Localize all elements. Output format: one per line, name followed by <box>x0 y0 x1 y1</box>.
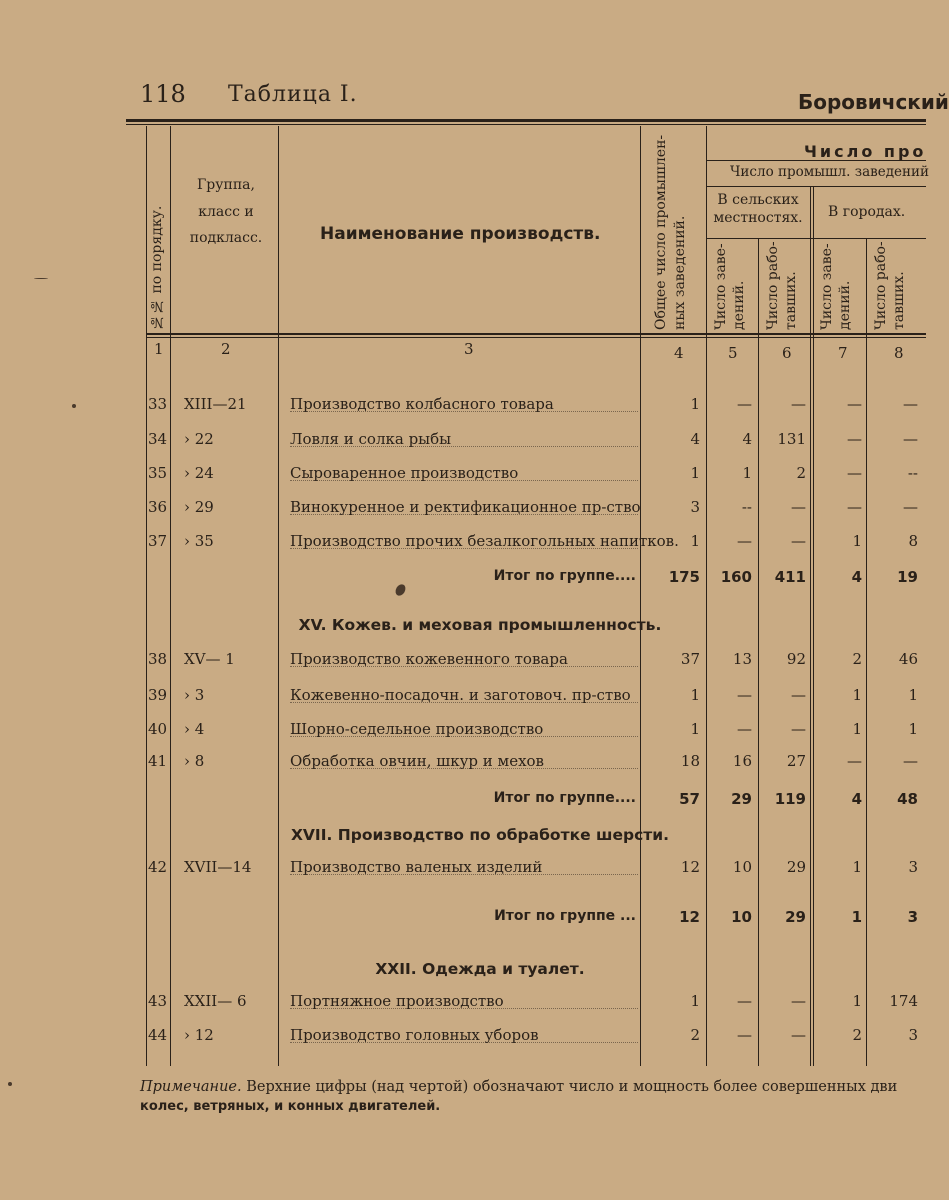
leader-dots <box>290 650 638 667</box>
row-name: Шорно-седельное производство <box>290 720 544 738</box>
group-total-label: Итог по группе.... <box>493 790 636 806</box>
cell-c6: 411 <box>774 568 806 586</box>
cell-c8: — <box>903 395 918 413</box>
leader-dots <box>290 686 638 703</box>
row-name: Производство головных уборов <box>290 1026 539 1044</box>
col-line <box>278 126 279 1066</box>
cell-c4: 1 <box>690 395 700 413</box>
cell-c5: — <box>737 720 752 738</box>
section-heading: XVII. Производство по обработке шерсти. <box>290 826 669 844</box>
row-name: Обработка овчин, шкур и мехов <box>290 752 545 770</box>
leader-dots <box>290 858 638 875</box>
cell-c7: 2 <box>852 1026 862 1044</box>
group-header-line: класс и <box>198 203 254 220</box>
cell-c6: — <box>791 532 806 550</box>
col7-header <box>818 244 854 330</box>
cell-c5: 29 <box>731 790 752 808</box>
cell-c7: — <box>847 752 862 770</box>
col6-header <box>764 241 800 330</box>
cell-c4: 1 <box>690 992 700 1010</box>
cell-c8: 48 <box>897 790 918 808</box>
urban-header: В городах. <box>828 204 906 220</box>
col-line <box>640 126 641 1066</box>
row-number: 40 <box>148 720 168 738</box>
row-group-code: › 4 <box>184 720 205 738</box>
top-rule <box>126 119 926 122</box>
col7-header-line: дений. <box>837 280 854 330</box>
table-title: Таблица I. <box>228 82 358 107</box>
section-heading: XV. Кожев. и меховая промышленность. <box>298 616 662 634</box>
cell-c6: — <box>791 720 806 738</box>
cell-c4: 18 <box>680 752 700 770</box>
cell-c4: 1 <box>690 464 700 482</box>
header-bottom-rule <box>146 333 926 335</box>
cell-c5: 160 <box>720 568 752 586</box>
cell-c4: 12 <box>680 858 700 876</box>
cell-c8: 8 <box>908 532 918 550</box>
cell-c6: — <box>791 686 806 704</box>
cell-c4: 3 <box>690 498 700 516</box>
paper-speck <box>8 1082 12 1086</box>
row-group-code: XV— 1 <box>184 650 235 668</box>
cell-c7: — <box>847 430 862 448</box>
cell-c5: — <box>737 992 752 1010</box>
col-line <box>170 126 171 1066</box>
cell-c8: 1 <box>908 720 918 738</box>
row-group-code: XXII— 6 <box>184 992 247 1010</box>
cell-c6: 2 <box>796 464 806 482</box>
col-total-header <box>652 134 690 330</box>
row-number: 33 <box>148 395 168 413</box>
col-number: 8 <box>894 344 904 362</box>
col-number: 2 <box>221 340 231 358</box>
paper-speck <box>72 404 76 408</box>
cell-c4: 12 <box>679 908 700 926</box>
cell-c6: 27 <box>786 752 806 770</box>
row-name: Производство валеных изделий <box>290 858 543 876</box>
row-group-code: › 3 <box>184 686 205 704</box>
col-line <box>706 126 707 1066</box>
cell-c8: 1 <box>908 686 918 704</box>
cell-c6: 29 <box>785 908 806 926</box>
cell-c6: 119 <box>774 790 806 808</box>
row-number: 43 <box>148 992 168 1010</box>
footnote-line-2: колес, ветряных, и конных двигателей. <box>140 1098 441 1114</box>
cell-c5: 4 <box>742 430 752 448</box>
cell-c8: — <box>903 498 918 516</box>
cell-c7: 4 <box>851 568 862 586</box>
cell-c5: 16 <box>732 752 752 770</box>
row-number: 34 <box>148 430 168 448</box>
cell-c7: 4 <box>851 790 862 808</box>
footnote-line-1 <box>140 1078 920 1098</box>
leader-dots <box>290 498 638 515</box>
leader-dots <box>290 720 638 737</box>
row-group-code: › 22 <box>184 430 214 448</box>
row-group-code: XVII—14 <box>184 858 252 876</box>
row-name: Ловля и солка рыбы <box>290 430 452 448</box>
cell-c5: — <box>737 1026 752 1044</box>
leader-dots <box>290 1026 638 1043</box>
col-line <box>866 238 867 1066</box>
cell-c8: 174 <box>889 992 918 1010</box>
row-number: 42 <box>148 858 168 876</box>
total-header-line: ных заведений. <box>671 215 688 330</box>
cell-c4: 4 <box>690 430 700 448</box>
row-name: Кожевенно-посадочн. и заготовоч. пр-ство <box>290 686 631 704</box>
col5-header-line: дений. <box>731 280 748 330</box>
row-group-code: XIII—21 <box>184 395 247 413</box>
cell-c5: 10 <box>731 908 752 926</box>
cell-c6: 131 <box>777 430 806 448</box>
cell-c8: — <box>903 430 918 448</box>
sub-group-header: Число промышл. заведений <box>730 164 930 180</box>
row-group-code: › 8 <box>184 752 205 770</box>
leader-dots <box>290 464 638 481</box>
top-rule-thin <box>126 124 926 125</box>
row-number: 44 <box>148 1026 168 1044</box>
cell-c4: 1 <box>690 720 700 738</box>
col-number: 6 <box>782 344 792 362</box>
rural-header-line: В сельских <box>717 192 799 208</box>
cell-c8: -- <box>907 464 918 482</box>
cell-c8: 3 <box>908 858 918 876</box>
row-number: 41 <box>148 752 168 770</box>
col-number: 3 <box>464 340 474 358</box>
cell-c8: 46 <box>898 650 918 668</box>
col-no-header: №№ по порядку. <box>149 205 165 330</box>
cell-c7: 1 <box>852 720 862 738</box>
cell-c5: 10 <box>732 858 752 876</box>
cell-c6: 29 <box>786 858 806 876</box>
group-total-label: Итог по группе ... <box>494 908 636 924</box>
col8-header-line: Число рабо- <box>873 241 889 330</box>
footnote-label: Примечание. <box>140 1079 242 1095</box>
cell-c7: 1 <box>852 992 862 1010</box>
leader-dots <box>290 395 638 412</box>
row-name: Производство кожевенного товара <box>290 650 568 668</box>
region-title: Боровичский <box>798 90 949 114</box>
footnote <box>140 1078 920 1115</box>
cell-c4: 1 <box>690 532 700 550</box>
row-number: 35 <box>148 464 168 482</box>
total-header-line: Общее число промышлен- <box>653 134 669 330</box>
col-group-header <box>178 172 274 252</box>
leader-dots <box>290 430 638 447</box>
row-number: 38 <box>148 650 168 668</box>
cell-c6: 92 <box>786 650 806 668</box>
cell-c6: — <box>791 1026 806 1044</box>
col-number: 7 <box>838 344 848 362</box>
cell-c5: -- <box>741 498 752 516</box>
cell-c7: — <box>847 464 862 482</box>
row-group-code: › 12 <box>184 1026 214 1044</box>
col7-header-line: Число заве- <box>819 243 835 330</box>
leader-dots <box>290 992 638 1009</box>
cell-c5: — <box>737 686 752 704</box>
row-number: 36 <box>148 498 168 516</box>
cell-c5: 1 <box>742 464 752 482</box>
cell-c7: 1 <box>851 908 862 926</box>
row-group-code: › 35 <box>184 532 214 550</box>
col-line <box>758 238 759 1066</box>
cell-c8: 3 <box>908 1026 918 1044</box>
cell-c6: — <box>791 992 806 1010</box>
header-bottom-rule-2 <box>146 337 926 338</box>
cell-c7: 2 <box>852 650 862 668</box>
row-group-code: › 29 <box>184 498 214 516</box>
cell-c8: — <box>903 752 918 770</box>
rural-header <box>710 191 806 227</box>
col6-header-line: тавших. <box>783 271 800 330</box>
top-group-header: Число про <box>804 142 927 161</box>
page-number: 118 <box>140 80 186 108</box>
cell-c6: — <box>791 498 806 516</box>
cell-c7: 1 <box>852 858 862 876</box>
cell-c5: — <box>737 395 752 413</box>
col-line <box>146 126 147 1066</box>
footnote-text: Верхние цифры (над чертой) обозначают число и мощность более совершенных дви <box>241 1079 898 1095</box>
leader-dots <box>290 752 638 769</box>
header-sub-rule-2 <box>706 186 926 187</box>
cell-c7: 1 <box>852 686 862 704</box>
row-number: 37 <box>148 532 168 550</box>
cell-c8: 3 <box>907 908 918 926</box>
row-name: Производство прочих безалкогольных напитков. <box>290 532 679 550</box>
col-number: 4 <box>674 344 684 362</box>
cell-c7: — <box>847 498 862 516</box>
header-sub-rule-3 <box>706 238 926 239</box>
row-name: Производство колбасного товара <box>290 395 554 413</box>
cell-c4: 37 <box>680 650 700 668</box>
cell-c4: 175 <box>668 568 700 586</box>
cell-c4: 57 <box>679 790 700 808</box>
row-number: 39 <box>148 686 168 704</box>
group-total-label: Итог по группе.... <box>493 568 636 584</box>
leader-dots <box>290 532 638 549</box>
row-name: Сыроваренное производство <box>290 464 519 482</box>
row-name: Винокуренное и ректификационное пр-ство <box>290 498 641 516</box>
col-name-header: Наименование производств. <box>320 224 601 244</box>
cell-c4: 1 <box>690 686 700 704</box>
col8-header-line: тавших. <box>891 271 908 330</box>
col5-header <box>712 244 748 330</box>
col-number: 5 <box>728 344 738 362</box>
cell-c7: 1 <box>852 532 862 550</box>
cell-c5: 13 <box>732 650 752 668</box>
section-heading: XXII. Одежда и туалет. <box>375 960 585 978</box>
cell-c4: 2 <box>690 1026 700 1044</box>
cell-c7: — <box>847 395 862 413</box>
col5-header-line: Число заве- <box>713 243 729 330</box>
group-header-line: Группа, <box>197 177 255 193</box>
cell-c8: 19 <box>897 568 918 586</box>
cell-c6: — <box>791 395 806 413</box>
col6-header-line: Число рабо- <box>765 241 781 330</box>
paper-speck <box>34 278 48 279</box>
row-name: Портняжное производство <box>290 992 504 1010</box>
rural-header-line: местностях. <box>713 210 803 227</box>
col8-header <box>872 241 908 330</box>
group-header-line: подкласс. <box>189 230 263 247</box>
ink-blot <box>394 583 408 598</box>
row-group-code: › 24 <box>184 464 214 482</box>
cell-c5: — <box>737 532 752 550</box>
col-number: 1 <box>154 340 164 358</box>
